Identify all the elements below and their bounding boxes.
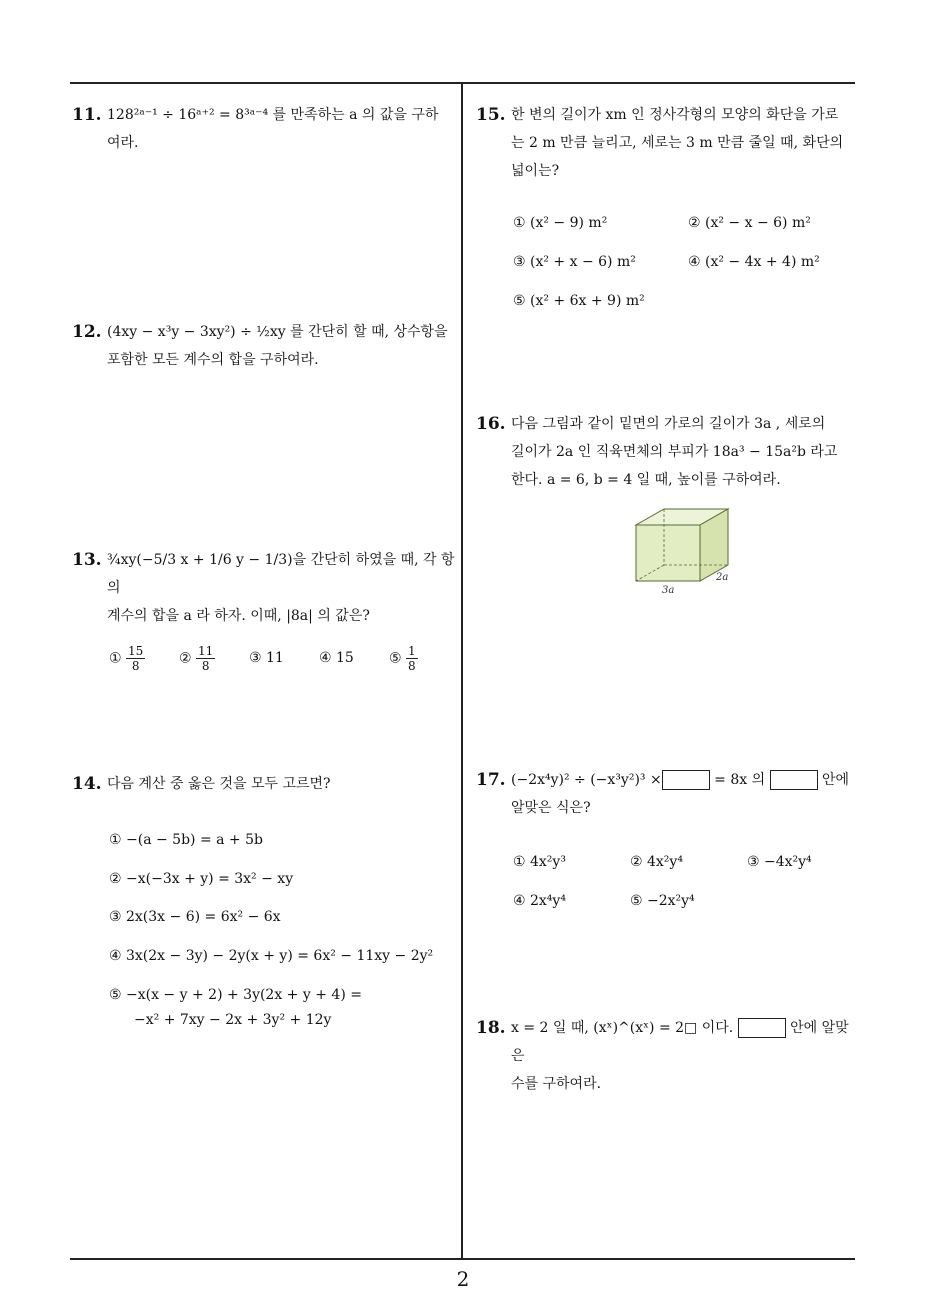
option-mark: ④ [319, 650, 332, 666]
answer-blank-box [738, 1018, 786, 1038]
expression: = 8x 의 [714, 772, 766, 788]
problem-number: 11. [72, 105, 102, 125]
option-mark: ③ [249, 650, 262, 666]
option-fraction: $\frac{1}{8}$ [408, 644, 416, 673]
text: 안에 알맞은 [511, 1020, 849, 1064]
answer-option-3[interactable]: ③ 2x(3x − 6) = 6x² − 6x [109, 909, 281, 925]
option-value: 11 [266, 650, 284, 666]
problem-number: 18. [476, 1018, 506, 1038]
answer-option-1[interactable]: ① (x² − 9) m² [513, 215, 608, 231]
problem-number: 16. [476, 414, 506, 434]
problem-text-line: (4xy − x³y − 3xy²) ÷ ½xy 를 간단히 할 때, 상수항을 [107, 324, 448, 340]
page-number: 2 [456, 1267, 470, 1291]
problem-13 [72, 546, 457, 686]
problem-18 [476, 1014, 861, 1098]
option-fraction: $\frac{11}{8}$ [198, 644, 214, 673]
problem-text-line: 는 2 m 만큼 늘리고, 세로는 3 m 만큼 줄일 때, 화단의 [511, 135, 844, 151]
problem-text-line: 포함한 모든 계수의 합을 구하여라. [107, 352, 319, 368]
problem-number: 17. [476, 770, 506, 790]
problem-text-line: 여라. [107, 135, 139, 151]
option-mark: ① [109, 650, 122, 667]
problem-text-line: 수를 구하여라. [511, 1076, 602, 1092]
answer-option-2[interactable] [179, 644, 215, 673]
option-fraction: $\frac{15}{8}$ [128, 644, 144, 673]
answer-blank-box [662, 770, 710, 790]
cuboid-figure [630, 505, 740, 595]
problem-text-line: 다음 계산 중 옳은 것을 모두 고르면? [107, 776, 331, 792]
option-mark: ② [179, 650, 192, 667]
problem-text-line: 계수의 합을 a 라 하자. 이때, |8a| 의 값은? [107, 608, 370, 624]
column-divider [461, 82, 463, 1258]
problem-number: 15. [476, 105, 506, 125]
problem-text-line: 길이가 2a 인 직육면체의 부피가 18a³ − 15a²b 라고 [511, 444, 838, 460]
problem-text-line: 128²ᵃ⁻¹ ÷ 16ᵃ⁺² = 8³ᵃ⁻⁴ 를 만족하는 a 의 값을 구하 [107, 107, 439, 123]
answer-option-4[interactable]: ④ (x² − 4x + 4) m² [688, 254, 820, 270]
problem-text-line: 한다. a = 6, b = 4 일 때, 높이를 구하여라. [511, 472, 781, 488]
problem-14 [72, 770, 457, 1040]
answer-option-4[interactable] [319, 644, 354, 672]
answer-option-3[interactable] [249, 644, 284, 672]
problem-number: 12. [72, 322, 102, 342]
answer-option-2[interactable]: ② (x² − x − 6) m² [688, 215, 811, 231]
problem-text-line: 한 변의 길이가 xm 인 정사각형의 모양의 화단을 가로 [511, 107, 839, 123]
answer-option-1[interactable] [109, 644, 145, 673]
answer-option-5[interactable]: ⑤ (x² + 6x + 9) m² [513, 293, 645, 309]
problem-text-line: 넓이는? [511, 163, 560, 179]
answer-option-2[interactable]: ② −x(−3x + y) = 3x² − xy [109, 871, 294, 887]
problem-11 [72, 101, 457, 157]
cuboid-depth-label: 2a [716, 572, 729, 583]
cuboid-front-face [636, 525, 700, 581]
problem-17 [476, 766, 861, 916]
problem-text-line [511, 766, 861, 794]
answer-option-5[interactable] [389, 644, 418, 673]
cuboid-width-label: 3a [662, 585, 675, 595]
problem-16 [476, 410, 861, 494]
problem-15 [476, 101, 861, 311]
answer-option-3[interactable]: ③ (x² + x − 6) m² [513, 254, 636, 270]
answer-option-5[interactable]: ⑤ −x(x − y + 2) + 3y(2x + y + 4) = [109, 987, 362, 1003]
answer-option-4[interactable]: ④ 3x(2x − 3y) − 2y(x + y) = 6x² − 11xy − 2y² [109, 948, 434, 964]
problem-12 [72, 318, 457, 374]
answer-option-5[interactable]: ⑤ −2x²y⁴ [630, 893, 695, 909]
answer-option-4[interactable]: ④ 2x⁴y⁴ [513, 893, 566, 909]
option-value: 15 [336, 650, 354, 666]
expression: (−2x⁴y)² ÷ (−x³y²)³ × [511, 772, 662, 788]
answer-blank-box [770, 770, 818, 790]
problem-text-line [511, 1014, 861, 1070]
problem-number: 13. [72, 550, 102, 570]
bottom-rule [70, 1258, 855, 1260]
problem-text-line: 다음 그림과 같이 밑면의 가로의 길이가 3a , 세로의 [511, 416, 826, 432]
answer-option-2[interactable]: ② 4x²y⁴ [630, 854, 683, 870]
option-mark: ⑤ [389, 650, 402, 667]
text: 안에 [822, 772, 850, 788]
answer-option-1[interactable]: ① −(a − 5b) = a + 5b [109, 832, 263, 848]
answer-option-5-continuation: −x² + 7xy − 2x + 3y² + 12y [134, 1012, 332, 1028]
problem-text-line: ¾xy(−5/3 x + 1/6 y − 1/3)을 간단히 하였을 때, 각 항의 [107, 552, 455, 596]
answer-option-1[interactable]: ① 4x²y³ [513, 854, 566, 870]
top-rule [70, 82, 855, 84]
problem-text-line: 알맞은 식은? [511, 800, 591, 816]
answer-option-3[interactable]: ③ −4x²y⁴ [747, 854, 812, 870]
expression: x = 2 일 때, (xˣ)^(xˣ) = 2□ 이다. [511, 1020, 734, 1036]
problem-number: 14. [72, 774, 102, 794]
